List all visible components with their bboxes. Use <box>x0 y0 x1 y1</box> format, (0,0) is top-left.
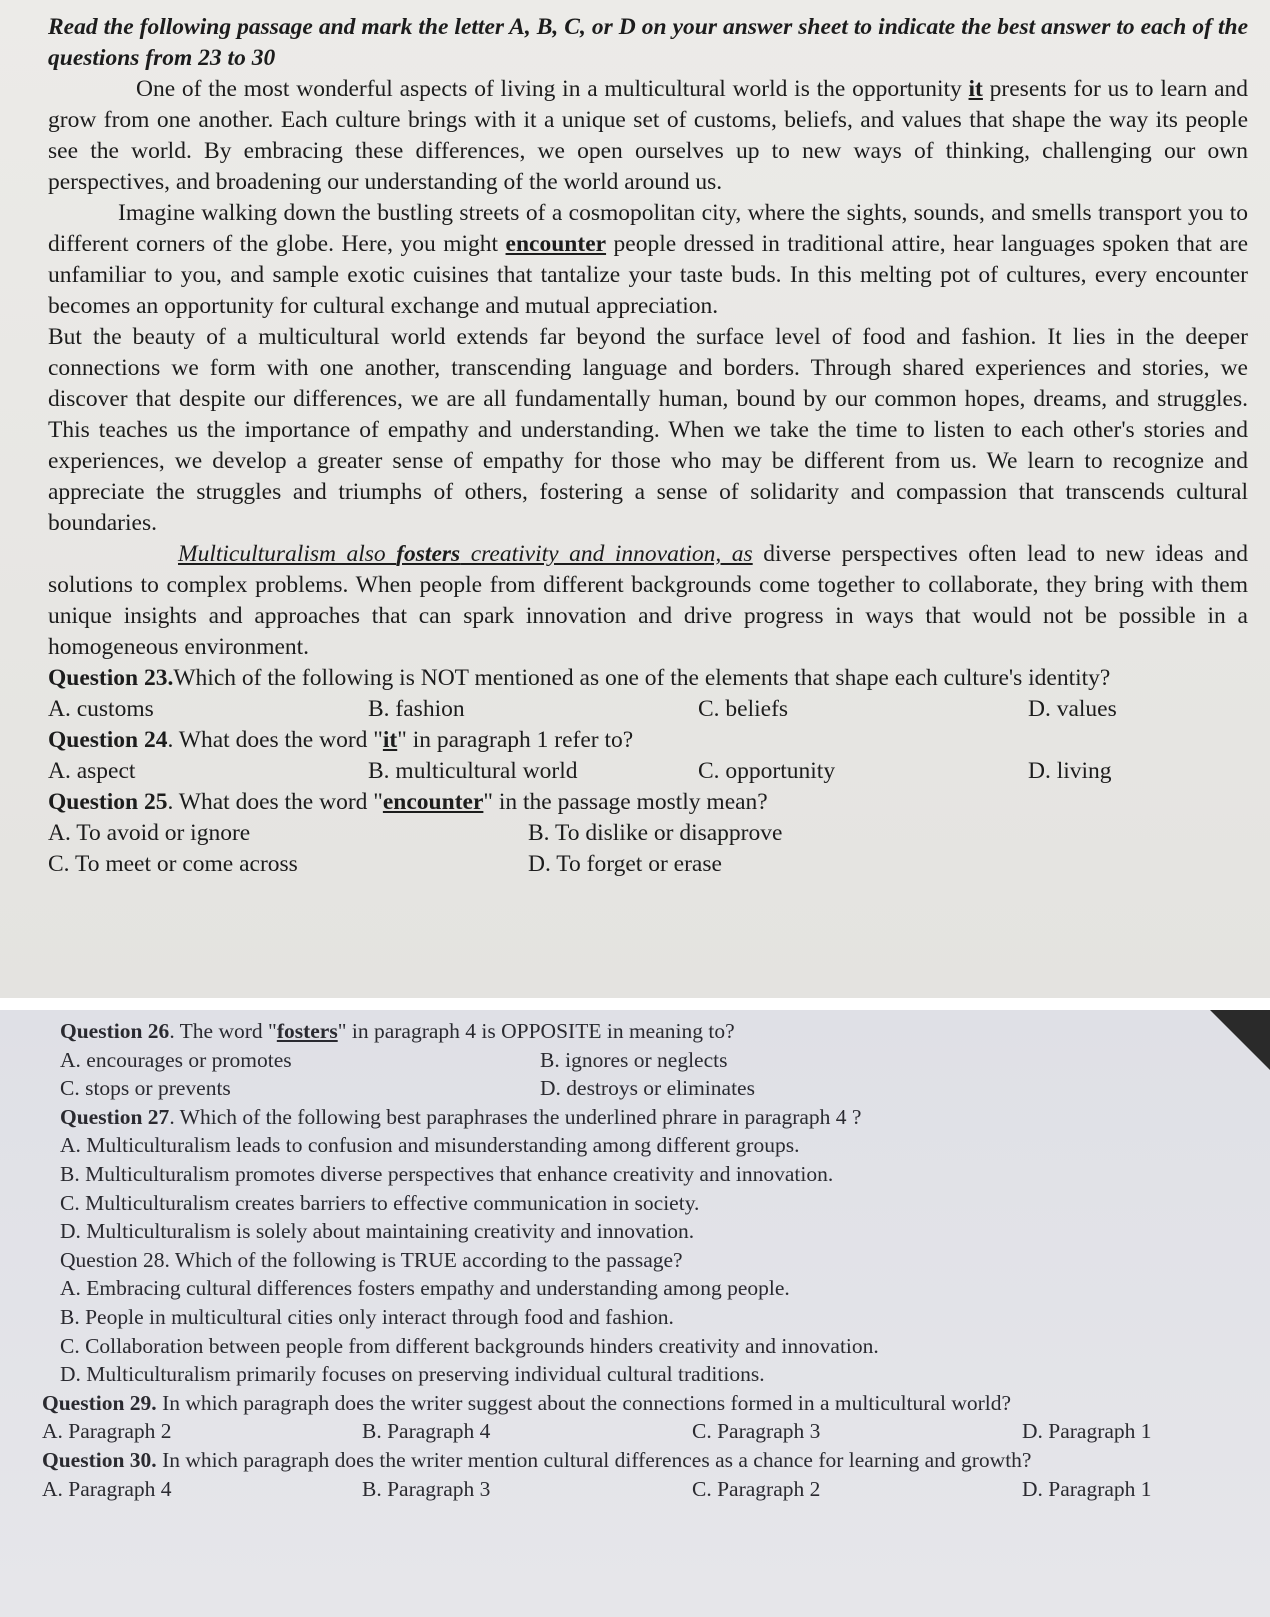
question-text: Which of the following is TRUE according to the passage? <box>169 1247 683 1272</box>
question-23-options <box>48 694 1248 725</box>
question-26-options-row1 <box>60 1046 1242 1075</box>
option-b[interactable]: B. multicultural world <box>368 758 578 784</box>
option-c[interactable]: C. Multiculturalism creates barriers to effective communication in society. <box>60 1190 700 1215</box>
option-a[interactable]: A. encourages or promotes <box>60 1047 292 1072</box>
option-c[interactable]: C. Paragraph 3 <box>692 1419 821 1444</box>
text: presents for us to learn and grow from one another. Each culture brings with it a unique set of customs, beliefs, and values that shape the way its people see the world. By embracing these differences, we open ourselves up to new ways of thinking, challenging our own perspectives, and broadening our understanding of the world around us. <box>48 76 1248 195</box>
option-c[interactable]: C. beliefs <box>698 696 789 722</box>
option-a[interactable]: A. To avoid or ignore <box>48 820 251 846</box>
option-c[interactable]: C. To meet or come across <box>48 851 298 877</box>
question-30-options <box>42 1475 1242 1504</box>
question-number: Question 23. <box>48 665 174 691</box>
option-d[interactable]: D. destroys or eliminates <box>540 1076 755 1101</box>
question-text: " in paragraph 1 refer to? <box>397 727 634 753</box>
question-text: In which paragraph does the writer mention cultural differences as a chance for learning and growth? <box>156 1447 1032 1472</box>
option-a[interactable]: A. Paragraph 2 <box>42 1419 172 1444</box>
underlined-phrase: creativity and innovation, as <box>460 541 753 567</box>
bottom-page-content <box>42 1017 1242 1503</box>
option-d[interactable]: D. values <box>1028 696 1117 722</box>
question-28 <box>60 1246 1242 1275</box>
text: diverse perspectives often lead to new ideas and solutions to complex problems. When people from different backgrounds come together to collaborate, they bring with them unique insights and approaches that can spark innovation and drive progress in ways that would not be possible in a homogeneous environment. <box>48 541 1248 660</box>
question-26 <box>60 1017 1242 1046</box>
question-text: . Which of the following best paraphrases the underlined phrare in paragraph 4 ? <box>169 1104 862 1129</box>
option-d[interactable]: D. Multiculturalism primarily focuses on preserving individual cultural traditions. <box>60 1362 765 1387</box>
option-b[interactable]: B. To dislike or disapprove <box>528 820 783 846</box>
option-d[interactable]: D. living <box>1028 758 1112 784</box>
option-b[interactable]: B. People in multicultural cities only interact through food and fashion. <box>60 1304 674 1329</box>
question-24-options <box>48 756 1248 787</box>
option-d[interactable]: D. Multiculturalism is solely about maintaining creativity and innovation. <box>60 1219 695 1244</box>
option-a[interactable]: A. aspect <box>48 758 136 784</box>
question-24 <box>48 725 1248 756</box>
option-c[interactable]: C. Paragraph 2 <box>692 1476 821 1501</box>
instructions: Read the following passage and mark the letter A, B, C, or D on your answer sheet to indicate the best answer to each of the questions from 23 to 30 <box>48 14 1248 71</box>
passage-paragraph-2 <box>48 198 1248 322</box>
option-a[interactable]: A. Embracing cultural differences fosters empathy and understanding among people. <box>60 1276 790 1301</box>
question-29 <box>42 1389 1242 1418</box>
option-b[interactable]: B. Paragraph 3 <box>362 1476 491 1501</box>
question-number: Question 25 <box>48 789 168 815</box>
underlined-word: encounter <box>382 789 484 815</box>
option-c[interactable]: C. Collaboration between people from different backgrounds hinders creativity and innovation. <box>60 1333 879 1358</box>
passage-paragraph-3: But the beauty of a multicultural world extends far beyond the surface level of food and fashion. It lies in the deeper connections we form with one another, transcending language and borders. Through shared experiences and stories, we discover that despite our differences, we are all fundamentally human, bound by our common hopes, dreams, and struggles. This teaches us the importance of empathy and understanding. When we take the time to listen to each other's stories and experiences, we develop a greater sense of empathy for those who may be different from us. We learn to recognize and appreciate the struggles and triumphs of others, fostering a sense of solidarity and compassion that transcends cultural boundaries. <box>48 324 1248 536</box>
passage-paragraph-1 <box>48 74 1248 198</box>
question-number: Question 29. <box>42 1390 157 1415</box>
underlined-word: encounter <box>505 231 607 257</box>
question-text: . What does the word " <box>167 789 383 815</box>
question-25-options-row1 <box>48 818 1248 849</box>
question-number: Question 24 <box>48 727 168 753</box>
question-text: " in paragraph 4 is OPPOSITE in meaning to? <box>337 1019 735 1043</box>
question-23 <box>48 663 1248 694</box>
option-a[interactable]: A. customs <box>48 696 154 722</box>
option-d[interactable]: D. To forget or erase <box>528 851 722 877</box>
option-d[interactable]: D. Paragraph 1 <box>1022 1476 1152 1501</box>
text: people dressed in traditional attire, hear languages spoken that are unfamiliar to you, and sample exotic cuisines that tantalize your taste buds. In this melting pot of cultures, every encounter becomes an opportunity for cultural exchange and mutual appreciation. <box>48 231 1248 319</box>
question-29-options <box>42 1417 1242 1446</box>
passage-paragraph-4 <box>48 539 1248 663</box>
question-30 <box>42 1446 1242 1475</box>
option-c[interactable]: C. stops or prevents <box>60 1076 231 1101</box>
top-page-content <box>48 12 1248 880</box>
question-text: . The word " <box>169 1019 277 1043</box>
question-text: . What does the word " <box>167 727 383 753</box>
option-a[interactable]: A. Paragraph 4 <box>42 1476 172 1501</box>
option-b[interactable]: B. Multiculturalism promotes diverse perspectives that enhance creativity and innovation. <box>60 1161 834 1186</box>
underlined-word: it <box>382 727 398 753</box>
question-number: Question 30. <box>42 1447 157 1472</box>
underlined-phrase: Multiculturalism also <box>178 541 397 567</box>
option-a[interactable]: A. Multiculturalism leads to confusion and misunderstanding among different groups. <box>60 1133 800 1158</box>
option-d[interactable]: D. Paragraph 1 <box>1022 1419 1152 1444</box>
option-b[interactable]: B. fashion <box>368 696 465 722</box>
option-b[interactable]: B. Paragraph 4 <box>362 1419 491 1444</box>
option-c[interactable]: C. opportunity <box>698 758 836 784</box>
question-number: Question 28. <box>60 1247 170 1272</box>
question-text: In which paragraph does the writer suggest about the connections formed in a multicultural world? <box>156 1390 1012 1415</box>
question-25-options-row2 <box>48 849 1248 880</box>
text: Imagine walking down the bustling streets of a cosmopolitan city, where the sights, sounds, and smells transport you to different corners of the globe. Here, you might <box>48 200 1248 257</box>
question-text: " in the passage mostly mean? <box>483 789 768 815</box>
text: One of the most wonderful aspects of living in a multicultural world is the opportunity <box>136 76 969 102</box>
option-b[interactable]: B. ignores or neglects <box>540 1047 728 1072</box>
question-25 <box>48 787 1248 818</box>
underlined-word: it <box>968 76 983 102</box>
underlined-word: fosters <box>276 1019 338 1043</box>
question-number: Question 27 <box>60 1104 170 1129</box>
question-26-options-row2 <box>60 1074 1242 1103</box>
question-27 <box>60 1103 1242 1132</box>
question-text: Which of the following is NOT mentioned as one of the elements that shape each culture's identity? <box>173 665 1111 691</box>
underlined-word: fosters <box>396 541 461 567</box>
question-number: Question 26 <box>60 1019 170 1043</box>
